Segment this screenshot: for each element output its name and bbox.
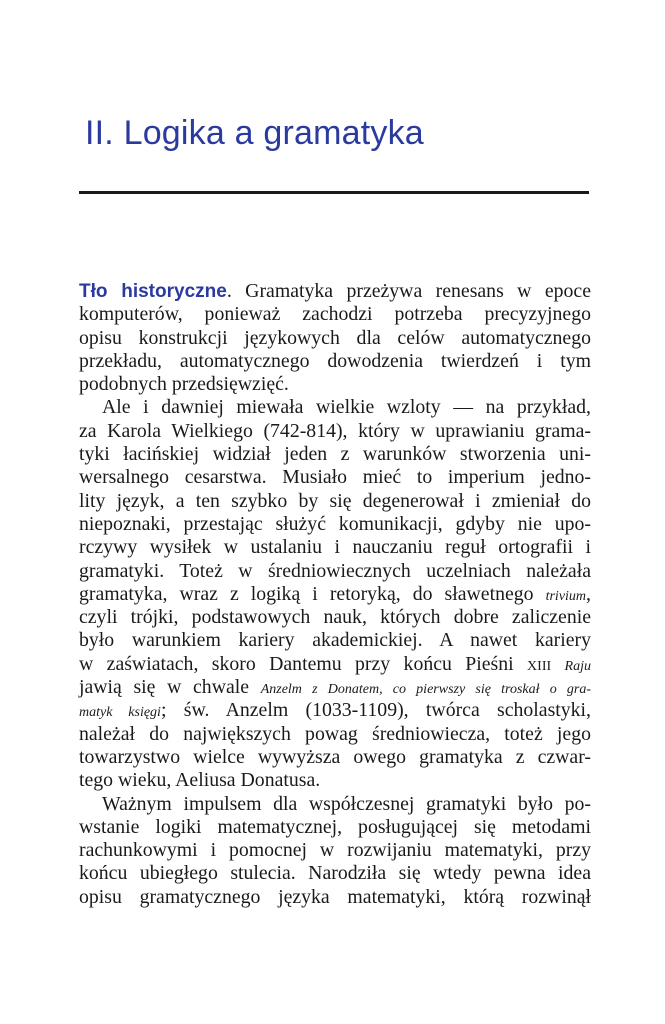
text-line: tego wieku, Aeliusa Donatusa. (79, 769, 321, 792)
text-line: lity język, a ten szybko by się degenerował i zmieniał do (79, 489, 591, 512)
text-line: opisu konstrukcji językowych dla celów automatycznego (79, 326, 591, 349)
chapter-title: II. Logika a gramatyka (85, 114, 424, 152)
text-line: niepoznaki, przestając służyć komunikacji, gdyby nie upo- (79, 512, 591, 535)
text-line: przekładu, automatycznego dowodzenia twierdzeń i tym (79, 349, 591, 372)
text-line: gramatyki. Toteż w średniowiecznych uczelniach należała (79, 559, 591, 582)
text-line: opisu gramatycznego języka matematyki, którą rozwinął (79, 885, 591, 908)
text-line: wersalnego cesarstwa. Musiało mieć to imperium jedno- (79, 466, 591, 489)
text-line (79, 676, 591, 699)
text-line (79, 280, 591, 303)
text-run: jawią się w chwale (79, 676, 261, 699)
text-line: Ale i dawniej miewała wielkie wzloty — na przykład, (102, 396, 591, 419)
latin-term: trivium (545, 588, 587, 604)
text-run: . Gramatyka przeżywa renesans w epoce (226, 280, 591, 302)
text-run: gramatyka, wraz z logiką i retoryką, do sławetnego (79, 582, 546, 605)
text-line (79, 653, 591, 676)
text-run: , (586, 582, 591, 605)
section-lead: Tło historyczne (79, 281, 227, 302)
body-text (79, 280, 591, 909)
text-line: wstanie logiki matematycznej, posługującej się metodami (79, 815, 591, 838)
text-line: tyki łacińskiej widział jeden z warunków stworzenia uni- (79, 443, 591, 466)
title-divider (79, 191, 589, 194)
text-line: za Karola Wielkiego (742-814), który w uprawianiu grama- (79, 419, 591, 442)
quotation: matyk księgi (79, 705, 161, 721)
text-line: komputerów, ponieważ zachodzi potrzeba precyzyjnego (79, 303, 591, 326)
text-run: w zaświatach, skoro Dantemu przy końcu Pieśni (79, 652, 528, 675)
text-line: czyli trójki, podstawowych nauk, których dobre zaliczenie (79, 606, 591, 629)
text-line: Ważnym impulsem dla współczesnej gramatyki było po- (102, 792, 591, 815)
text-line: towarzystwo wielce wywyższa owego gramatyka z czwar- (79, 745, 591, 768)
text-line: rachunkowymi i pomocnej w rozwijaniu matematyki, przy (79, 839, 591, 862)
text-line: końcu ubiegłego stulecia. Narodziła się wtedy pewna idea (79, 862, 591, 885)
text-line (79, 699, 591, 722)
text-line: było warunkiem kariery akademickiej. A nawet kariery (79, 629, 591, 652)
italic-title: Raju (564, 658, 591, 674)
quotation: Anzelm z Donatem, co pierwszy się troskał o gra- (260, 682, 592, 698)
text-line: podobnych przedsięwzięć. (79, 373, 289, 396)
text-line: rczywy wysiłek w ustalaniu i nauczaniu reguł ortografii i (79, 536, 591, 559)
text-run: ; św. Anzelm (1033-1109), twórca scholastyki, (160, 699, 591, 722)
roman-numeral: XIII (527, 658, 552, 674)
text-line: należał do największych powag średniowiecza, toteż jego (79, 722, 591, 745)
text-line (79, 583, 591, 606)
